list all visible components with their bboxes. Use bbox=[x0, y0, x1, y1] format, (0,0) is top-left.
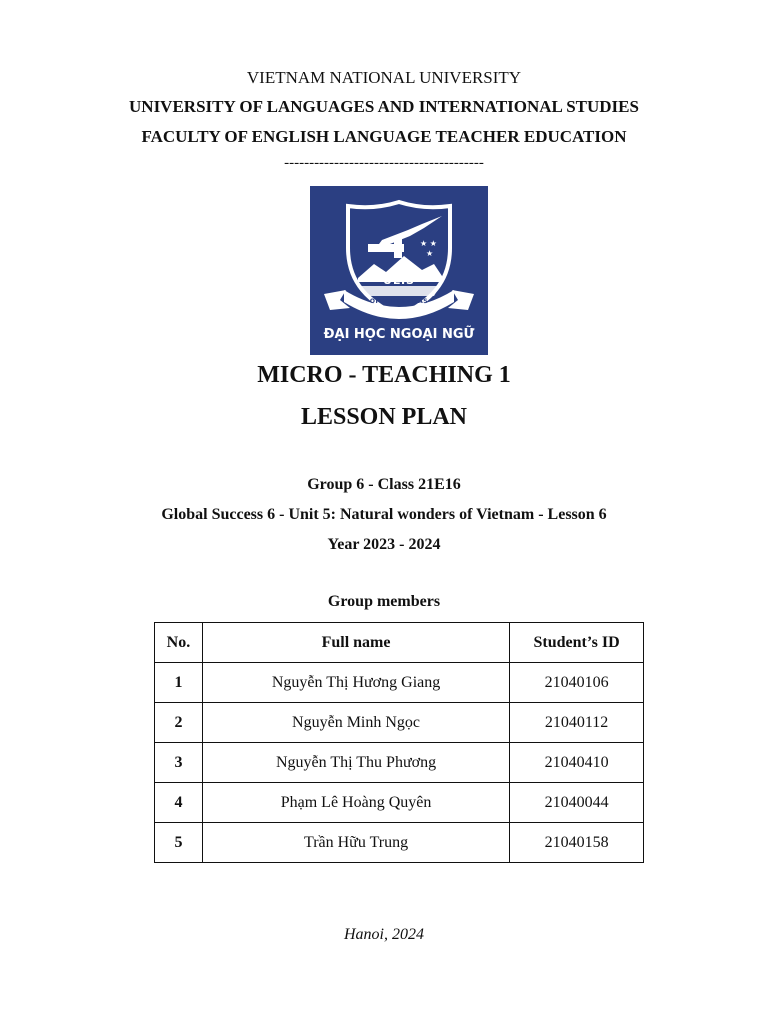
ulis-logo bbox=[310, 186, 488, 355]
logo-caption: ĐẠI HỌC NGOẠI NGỮ bbox=[323, 327, 475, 342]
member-number: 5 bbox=[155, 823, 203, 863]
svg-text:★ ★: ★ ★ bbox=[420, 239, 437, 248]
university-name: VIETNAM NATIONAL UNIVERSITY bbox=[246, 68, 522, 87]
members-heading: Group members bbox=[327, 593, 441, 610]
member-student-id: 21040112 bbox=[510, 703, 644, 743]
member-name: Nguyễn Minh Ngọc bbox=[202, 703, 509, 743]
column-header-full-name: Full name bbox=[202, 623, 509, 663]
logo-ribbon-text: OPPORTUNITAS bbox=[369, 298, 429, 305]
logo-emblem-text: ULIS bbox=[383, 274, 415, 287]
member-number: 2 bbox=[155, 703, 203, 743]
column-header-student-id: Student’s ID bbox=[510, 623, 644, 663]
group-info: Group 6 - Class 21E16 bbox=[307, 476, 461, 493]
year-info: Year 2023 - 2024 bbox=[327, 536, 441, 553]
members-table bbox=[154, 622, 644, 863]
column-header-no: No. bbox=[155, 623, 203, 663]
member-number: 1 bbox=[155, 663, 203, 703]
lesson-info: Global Success 6 - Unit 5: Natural wonders of Vietnam - Lesson 6 bbox=[161, 506, 607, 523]
member-student-id: 21040158 bbox=[510, 823, 644, 863]
place-and-date: Hanoi, 2024 bbox=[344, 926, 424, 943]
member-student-id: 21040410 bbox=[510, 743, 644, 783]
table-row bbox=[155, 743, 644, 783]
table-row bbox=[155, 663, 644, 703]
document-subtitle: LESSON PLAN bbox=[300, 404, 468, 430]
table-row bbox=[155, 703, 644, 743]
member-student-id: 21040044 bbox=[510, 783, 644, 823]
table-header-row bbox=[155, 623, 644, 663]
table-row bbox=[155, 823, 644, 863]
table-row bbox=[155, 783, 644, 823]
member-number: 3 bbox=[155, 743, 203, 783]
school-name: UNIVERSITY OF LANGUAGES AND INTERNATIONAL STUDIES bbox=[129, 97, 639, 116]
member-name: Trần Hữu Trung bbox=[202, 823, 509, 863]
member-student-id: 21040106 bbox=[510, 663, 644, 703]
member-name: Phạm Lê Hoàng Quyên bbox=[202, 783, 509, 823]
member-name: Nguyễn Thị Thu Phương bbox=[202, 743, 509, 783]
faculty-name: FACULTY OF ENGLISH LANGUAGE TEACHER EDUCATION bbox=[141, 127, 627, 146]
member-number: 4 bbox=[155, 783, 203, 823]
header-divider: ---------------------------------------- bbox=[284, 155, 484, 171]
svg-text:★: ★ bbox=[426, 249, 434, 258]
member-name: Nguyễn Thị Hương Giang bbox=[202, 663, 509, 703]
document-title: MICRO - TEACHING 1 bbox=[257, 362, 511, 388]
